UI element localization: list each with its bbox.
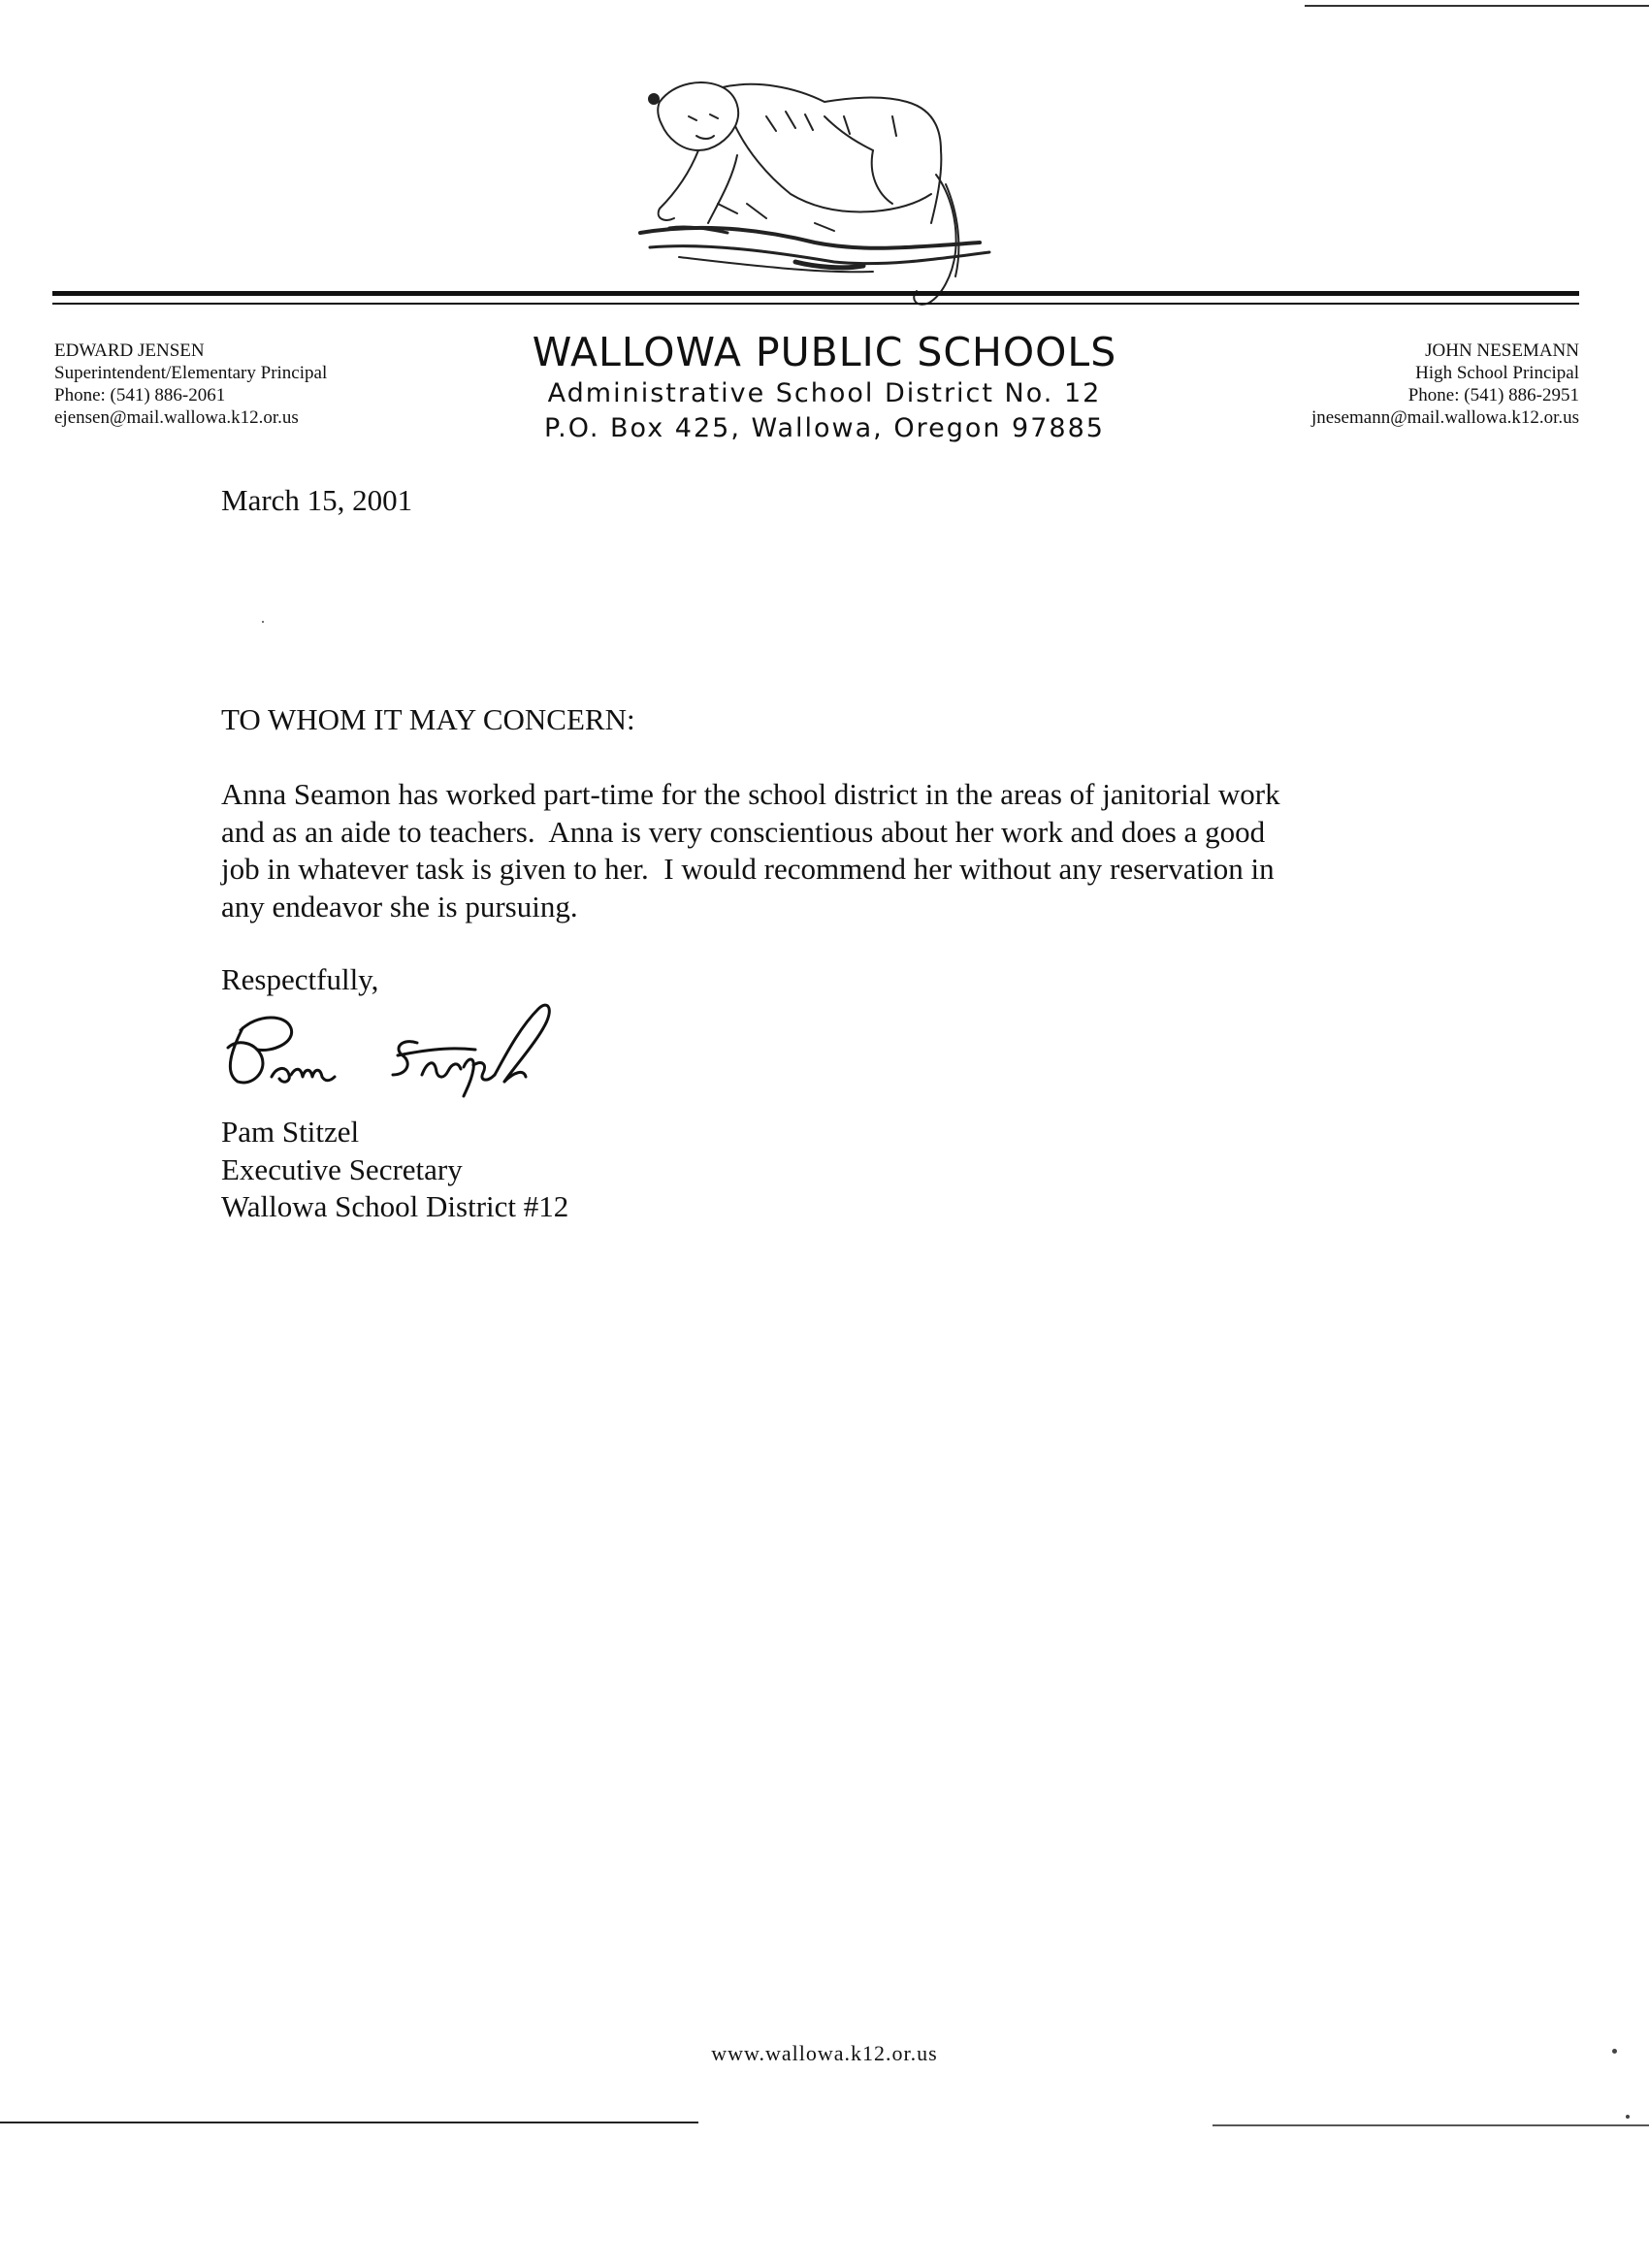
principal-contact bbox=[1172, 340, 1579, 429]
cougar-on-branch-icon bbox=[621, 58, 1028, 320]
scan-speck bbox=[1626, 2115, 1630, 2119]
signer-name: Pam Stitzel bbox=[221, 1115, 360, 1149]
principal-title: High School Principal bbox=[1415, 363, 1579, 383]
handwritten-signature bbox=[213, 989, 621, 1106]
letter-closing: Respectfully, bbox=[221, 962, 379, 996]
scan-edge-line bbox=[1305, 5, 1649, 7]
signer-org: Wallowa School District #12 bbox=[221, 1189, 569, 1223]
letter-body bbox=[221, 776, 1443, 925]
district-name: Administrative School District No. 12 bbox=[547, 378, 1102, 408]
superintendent-email: ejensen@mail.wallowa.k12.or.us bbox=[54, 407, 299, 428]
letter-salutation: TO WHOM IT MAY CONCERN: bbox=[221, 702, 635, 736]
letter-date: March 15, 2001 bbox=[221, 483, 413, 517]
superintendent-phone: Phone: (541) 886-2061 bbox=[54, 385, 226, 405]
signer-block bbox=[221, 1114, 568, 1226]
scan-speck bbox=[1612, 2049, 1617, 2054]
principal-name: JOHN NESEMANN bbox=[1425, 340, 1579, 361]
principal-email: jnesemann@mail.wallowa.k12.or.us bbox=[1310, 407, 1579, 428]
superintendent-contact bbox=[54, 340, 462, 429]
body-line: any endeavor she is pursuing. bbox=[221, 889, 578, 923]
footer-rule-left bbox=[0, 2122, 698, 2123]
org-name: WALLOWA PUBLIC SCHOOLS bbox=[532, 329, 1117, 375]
header-rule-thin bbox=[52, 303, 1579, 305]
body-line: and as an aide to teachers. Anna is very conscientious about her work and does a good bbox=[221, 814, 1266, 849]
footer-rule-right bbox=[1212, 2124, 1649, 2126]
superintendent-title: Superintendent/Elementary Principal bbox=[54, 363, 328, 383]
body-line: job in whatever task is given to her. I would recommend her without any reservation in bbox=[221, 852, 1275, 886]
district-address: P.O. Box 425, Wallowa, Oregon 97885 bbox=[544, 413, 1105, 443]
signer-title: Executive Secretary bbox=[221, 1151, 463, 1186]
principal-phone: Phone: (541) 886-2951 bbox=[1407, 385, 1579, 405]
superintendent-name: EDWARD JENSEN bbox=[54, 340, 205, 361]
letterhead-org bbox=[466, 328, 1183, 446]
body-line: Anna Seamon has worked part-time for the school district in the areas of janitorial work bbox=[221, 777, 1280, 811]
header-rule-thick bbox=[52, 291, 1579, 296]
scan-speck bbox=[262, 621, 264, 623]
footer-url: www.wallowa.k12.or.us bbox=[711, 2041, 938, 2065]
